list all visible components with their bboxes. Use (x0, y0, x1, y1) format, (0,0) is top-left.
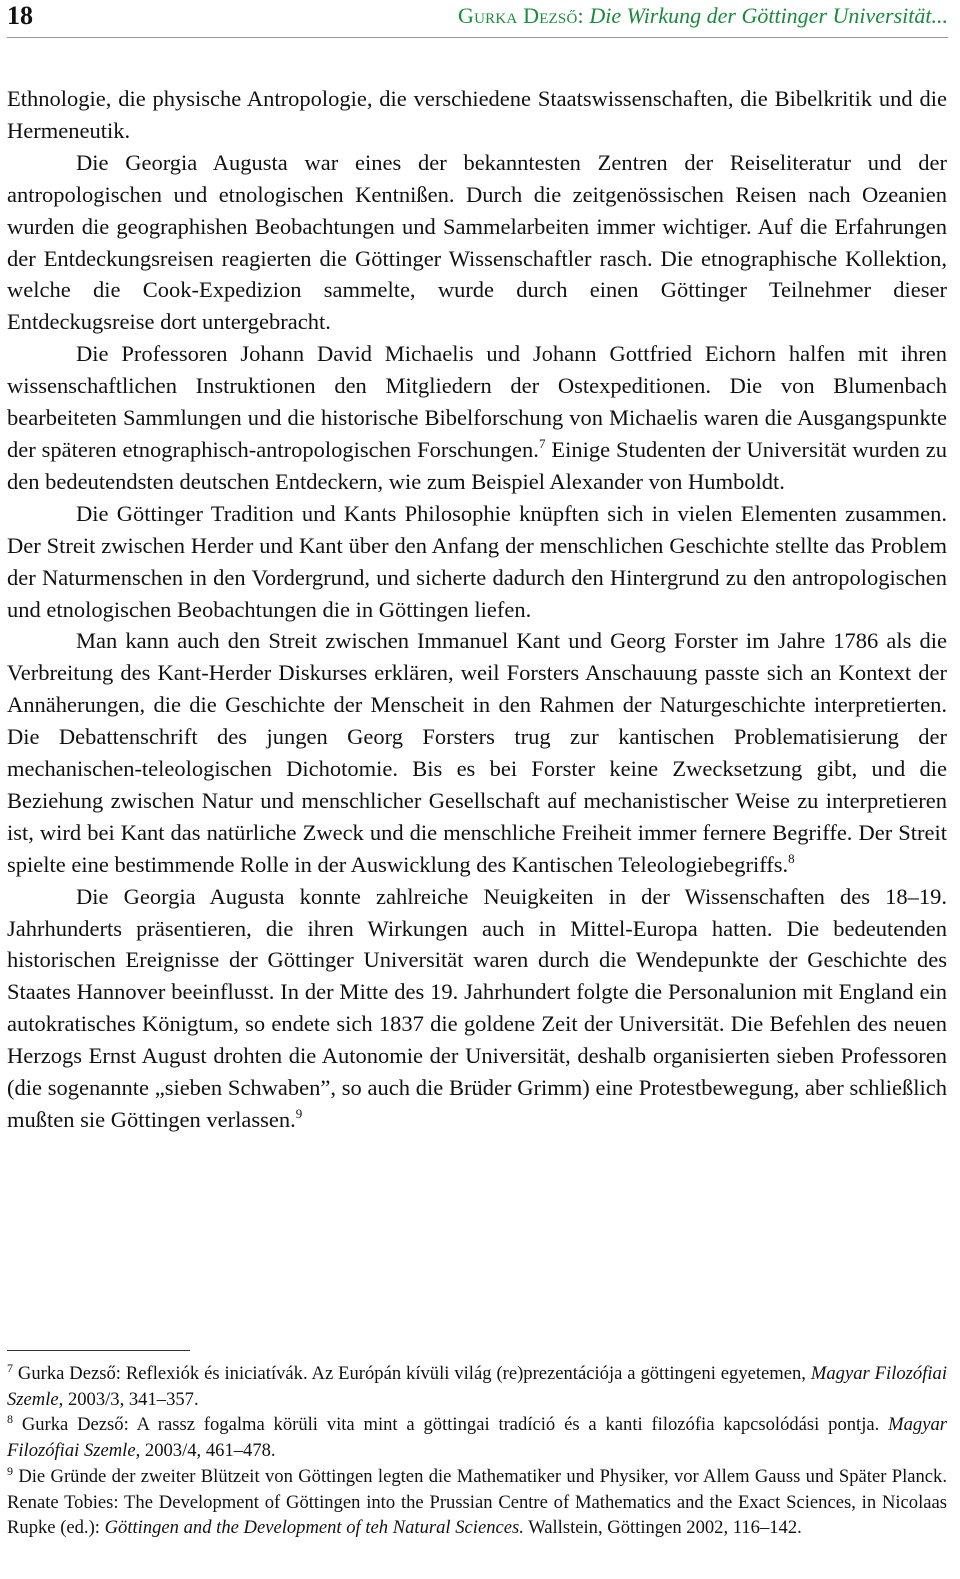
footnote-9-text-end: Wallstein, Göttingen 2002, 116–142. (523, 1517, 802, 1539)
running-title-author: Gurka Dezső: (458, 3, 584, 28)
paragraph-5-text: Man kann auch den Streit zwischen Immanuel Kant und Georg Forster im Jahre 1786 als die Verbreitung des Kant-Herder Diskurses erklären, weil Forsters Anschauung passte sich an Kontext der Annäherungen, die die Geschichte der Menscheit in den Rahmen der Naturgeschichte interpretierten. Die Debattenschrift des jungen Georg Forsters trug zur kantischen Problematisierung der mechanischen-teleologischen Dichotomie. Bis es bei Forster keine Zwecksetzung gibt, und die Beziehung zwischen Natur und menschlicher Gesellschaft auf mechanistischer Weise zu interpretieren ist, wird bei Kant das natürliche Zweck und die menschliche Freiheit immer fernere Begriffe. Der Streit spielte eine bestimmende Rolle in der Auswicklung des Kantischen Teleologiebegriffs. (7, 628, 947, 877)
header-rule (7, 37, 948, 38)
footnote-9-number: 9 (7, 1463, 13, 1478)
running-title-text: Die Wirkung der Göttinger Universität... (583, 3, 948, 28)
footnote-8 (7, 1412, 947, 1463)
paragraph-3-text: Die Professoren Johann David Michaelis und Johann Gottfried Eichorn halfen mit ihren wissenschaftlichen Instruktionen den Mitgliedern der Ostexpeditionen. Die von Blumenbach bearbeiteten Sammlungen und die historische Bibelforschung von Michaelis waren die Ausgangspunkte der späteren etnographisch-antropologischen Forschungen. (7, 341, 947, 462)
body-text (7, 83, 947, 1136)
footnote-8-text: Gurka Dezső: A rassz fogalma körüli vita mint a göttingai tradíció és a kanti filozófia kapcsolódási pontja. (13, 1414, 889, 1436)
footnote-7-number: 7 (7, 1361, 13, 1375)
footnote-7-journal: Magyar Filozófiai Szemle (7, 1363, 947, 1410)
paragraph-5 (7, 625, 947, 880)
paragraph-1 (7, 83, 947, 147)
paragraph-3 (7, 338, 947, 498)
paragraph-4 (7, 498, 947, 626)
paragraph-4-text: Die Göttinger Tradition und Kants Philosophie knüpften sich in vielen Elementen zusammen. Der Streit zwischen Herder und Kant über den Anfang der menschlichen Geschichte stellte das Problem der Naturmenschen in den Vordergrund, und sicherte dadurch den Hintergrund zu den antropologischen und etnologischen Beobachtungen die in Göttingen liefen. (7, 500, 947, 622)
footnote-8-journal: Magyar Filozófiai Szemle (7, 1414, 947, 1462)
paragraph-6 (7, 881, 947, 1136)
paragraph-6-text: Die Georgia Augusta konnte zahlreiche Neuigkeiten in der Wissenschaften des 18–19. Jahrhunderts präsentieren, die ihren Wirkungen auch in Mittel-Europa hatten. Die bedeutenden historischen Ereignisse der Göttinger Universität waren durch die Wendepunkte der Geschichte des Staates Hannover beeinflusst. In der Mitte des 19. Jahrhundert folgte die Personalunion mit England ein autokratisches Königtum, so endete sich 1837 die goldene Zeit der Universität. Die Befehlen des neuen Herzogs Ernst August drohten die Autonomie der Universität, deshalb organisierten sieben Professoren (die sogenannte „sieben Schwaben”, so auch die Brüder Grimm) eine Protestbewegung, aber schließlich mußten sie Göttingen verlassen. (7, 883, 947, 1132)
footnote-separator (7, 1350, 190, 1351)
footnote-8-text-end: , 2003/4, 461–478. (135, 1440, 276, 1462)
running-title (458, 3, 948, 29)
running-head (7, 0, 948, 32)
footnote-8-number: 8 (7, 1412, 13, 1427)
footnote-ref-9[interactable]: 9 (295, 1106, 303, 1121)
footnote-9 (7, 1464, 947, 1541)
paragraph-1-text: Ethnologie, die physische Antropologie, die verschiedene Staatswissenschaften, die Bibelkritik und die Hermeneutik. (7, 86, 947, 143)
footnote-9-text: Die Gründe der zweiter Blützeit von Göttingen legten die Mathematiker und Physiker, vor Allem Gauss und Später Planck. Renate Tobies: The Development of Göttingen into the Prussian Centre of Mathematics and the Exact Sciences, in Nicolaas Rupke (ed.): (7, 1465, 947, 1539)
paragraph-3-text-cont: Einige Studenten der Universität wurden zu den bedeutendsten deutschen Entdeckern, wie zum Beispiel Alexander von Humboldt. (7, 436, 947, 494)
footnote-7-text: Gurka Dezső: Reflexiók és iniciatívák. Az Európán kívüli világ (re)prezentációja a göttingeni egyetemen, (13, 1363, 811, 1384)
footnote-ref-7[interactable]: 7 (538, 435, 546, 451)
paragraph-2-text: Die Georgia Augusta war eines der bekanntesten Zentren der Reiseliteratur und der antropologischen und etnologischen Kentnißen. Durch die zeitgenössischen Reisen nach Ozeanien wurden die geographishen Beobachtungen und Sammelarbeiten immer wichtiger. Auf die Erfahrungen der Entdeckungsreisen reagierten die Göttinger Wissenschaftler rasch. Die etnographische Kollektion, welche die Cook-Expedizion sammelte, wurde durch einen Göttinger Teilnehmer dieser Entdeckugsreise dort untergebracht. (7, 149, 947, 335)
footnote-7-text-end: , 2003/3, 341–357. (58, 1388, 199, 1410)
footnote-9-book-title: Göttingen and the Development of teh Natural Sciences. (104, 1517, 524, 1539)
paragraph-2 (7, 147, 947, 338)
footnote-ref-8[interactable]: 8 (788, 850, 795, 866)
page-number: 18 (7, 1, 33, 30)
footnote-7 (7, 1361, 947, 1412)
footnotes (7, 1361, 947, 1541)
